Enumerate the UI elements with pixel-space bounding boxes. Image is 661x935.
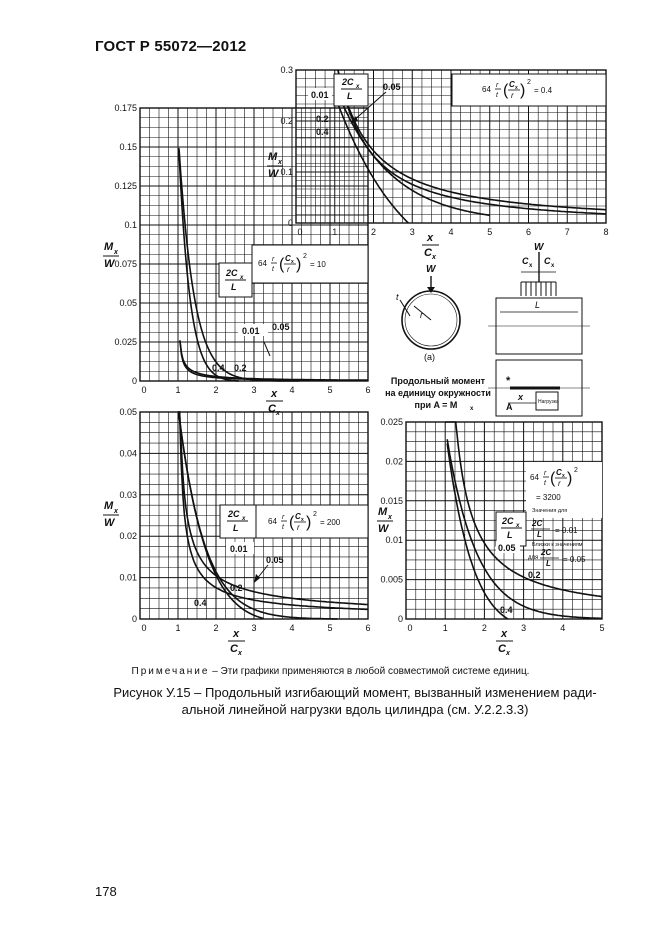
paren-close: ) — [296, 256, 302, 273]
x-axis-label-den: C — [230, 643, 238, 655]
load-box-label: Нагрузка — [538, 399, 559, 405]
y-tick-label: 0.2 — [280, 116, 293, 126]
y-tick-label: 0.01 — [119, 572, 137, 583]
parameter-value: = 0.4 — [534, 86, 553, 95]
x-tick-label: 3 — [521, 623, 527, 633]
parameter-r: r — [272, 256, 275, 263]
parameter-value: = 200 — [320, 518, 341, 527]
view-label: (a) — [424, 352, 435, 362]
curve-label-0-4: 0.4 — [500, 605, 513, 615]
x-tick-label: 4 — [560, 623, 566, 633]
curve-label-0-2: 0.2 — [234, 363, 247, 373]
thickness-label: t — [396, 292, 399, 302]
cx-label-right: C — [544, 256, 551, 266]
parameter-t: t — [544, 480, 546, 487]
x-tick-label: 6 — [525, 227, 532, 237]
x-tick-label: 0 — [407, 623, 413, 633]
x-axis-label: x — [271, 388, 278, 400]
parameter-r: r — [282, 514, 285, 521]
x-tick-label: 2 — [213, 385, 219, 395]
y-axis-label-sub: x — [388, 514, 392, 521]
y-axis-label: M — [104, 500, 114, 512]
parameter-cx-sub: x — [562, 473, 565, 479]
parameter-cx-sub: x — [291, 259, 294, 265]
curve-header: 2C — [342, 77, 354, 87]
parameter-cx-sub: x — [301, 517, 304, 523]
y-tick-label: 0 — [397, 614, 403, 624]
x-tick-label: 0 — [141, 623, 147, 633]
x-tick-label: 1 — [332, 227, 338, 237]
y-tick-label: 0.3 — [280, 65, 293, 75]
parameter-coefficient: 64 — [268, 517, 277, 526]
y-axis-label-sub: x — [114, 249, 118, 256]
curve-header-sub: x — [240, 275, 244, 281]
radius-label: r — [420, 310, 423, 320]
y-tick-label: 0.01 — [385, 535, 403, 546]
cx-sub-right: x — [551, 263, 555, 269]
y-tick-label: 0.075 — [114, 259, 137, 269]
x-tick-label: 3 — [251, 623, 257, 633]
document-header: ГОСТ Р 55072—2012 — [95, 38, 247, 55]
x-axis-label-sub: x — [238, 650, 242, 657]
x-axis-label: x — [233, 628, 240, 640]
parameter-coefficient: 64 — [530, 473, 539, 482]
y-tick-label: 0.175 — [114, 103, 137, 113]
y-tick-label: 0.025 — [114, 337, 137, 347]
y-axis-label: M — [378, 506, 388, 518]
y-tick-label: 0.1 — [280, 167, 293, 177]
parameter-coefficient: 64 — [482, 85, 491, 94]
curve-label-0-2: 0.2 — [316, 114, 329, 124]
parameter-r: r — [496, 82, 499, 89]
x-axis-label-sub: x — [276, 410, 280, 417]
legend-value-1: = 0.01 — [555, 526, 578, 535]
x-tick-label: 2 — [481, 623, 487, 633]
parameter-r: r — [544, 470, 547, 477]
y-axis-label: M — [104, 241, 114, 253]
y-tick-label: 0.03 — [119, 489, 137, 500]
x-tick-label: 5 — [327, 385, 333, 395]
x-tick-label: 0 — [141, 385, 147, 395]
curve-label-0-01: 0.01 — [230, 544, 248, 554]
leader-line — [264, 342, 270, 356]
x-axis-label-sub: x — [432, 254, 436, 261]
legend-pre-2: для — [528, 555, 539, 561]
y-tick-label: 0.02 — [119, 531, 137, 542]
parameter-t: t — [282, 524, 284, 531]
legend-frac-1: 2C — [532, 519, 543, 528]
point-a-label: A — [506, 402, 513, 412]
note-text: – Эти графики применяются в любой совместимой системе единиц. — [209, 666, 530, 677]
curve-header-sub: x — [356, 84, 360, 90]
x-tick-label: 6 — [365, 385, 371, 395]
parameter-r2: r — [511, 91, 514, 100]
moment-text-sub: x — [470, 406, 474, 412]
y-tick-label: 0.05 — [119, 407, 137, 417]
parameter-exponent: 2 — [313, 511, 317, 518]
y-axis-label-den: W — [268, 168, 279, 180]
parameter-r2: r — [558, 479, 561, 488]
paren-open: ( — [550, 470, 556, 487]
y-tick-label: 0.15 — [119, 142, 137, 152]
curve-label-0-05: 0.05 — [383, 82, 401, 92]
y-tick-label: 0 — [131, 376, 137, 386]
length-label: L — [535, 300, 541, 310]
x-tick-label: 1 — [442, 623, 448, 633]
parameter-exponent: 2 — [303, 253, 307, 260]
y-tick-label: 0.025 — [380, 417, 403, 427]
y-axis-label-den: W — [378, 523, 389, 535]
x-tick-label: 1 — [175, 623, 181, 633]
x-tick-label: 7 — [564, 227, 570, 237]
cylinder-schematic — [385, 242, 590, 416]
y-tick-label: 0.005 — [380, 574, 403, 585]
y-tick-label: 0.125 — [114, 181, 137, 191]
figure-note — [0, 666, 661, 677]
parameter-r2: r — [287, 265, 290, 274]
paren-open: ( — [503, 82, 509, 99]
y-tick-label: 0.04 — [119, 448, 137, 459]
y-tick-label: 0.015 — [380, 495, 403, 506]
x-tick-label: 4 — [289, 623, 295, 633]
curve-header-den: L — [233, 523, 239, 533]
chart-top-right — [267, 65, 609, 261]
x-tick-label: 1 — [175, 385, 181, 395]
legend-frac-1-den: L — [537, 530, 542, 539]
y-axis-label: M — [268, 151, 278, 163]
parameter-value: = 10 — [310, 260, 326, 269]
y-tick-label: 0.05 — [119, 298, 137, 308]
curve-label-0-05: 0.05 — [272, 322, 290, 332]
parameter-t: t — [496, 92, 498, 99]
curve-label-0-05: 0.05 — [266, 555, 284, 565]
figure-caption — [95, 684, 615, 718]
parameter-value: = 3200 — [536, 493, 561, 502]
curve-header-den: L — [507, 530, 513, 540]
x-tick-label: 2 — [370, 227, 377, 237]
legend-note-1: Значения для — [532, 508, 568, 514]
curve-label-0-2: 0.2 — [230, 583, 243, 593]
curve-header-den: L — [231, 282, 237, 292]
x-tick-label: 2 — [213, 623, 219, 633]
y-tick-label: 0 — [287, 218, 293, 228]
curve-header: 2C — [226, 268, 238, 278]
paren-close: ) — [520, 82, 526, 99]
curve-header: 2C — [502, 516, 514, 526]
y-axis-label-sub: x — [114, 508, 118, 515]
x-axis-label: x — [501, 628, 508, 640]
curve-label-0-01: 0.01 — [311, 90, 329, 100]
curve-label-0-4: 0.4 — [316, 127, 329, 137]
paren-close: ) — [306, 514, 312, 531]
x-axis-label-den: C — [498, 643, 506, 655]
parameter-coefficient: 64 — [258, 259, 267, 268]
legend-note-2: Близки к значениям — [532, 542, 583, 548]
parameter-cx-sub: x — [515, 85, 518, 91]
x-tick-label: 3 — [409, 227, 415, 237]
curve-label-0-01: 0.01 — [242, 326, 260, 336]
x-label: x — [518, 392, 524, 402]
curve-label-0-05: 0.05 — [498, 543, 516, 553]
x-axis-label-sub: x — [506, 650, 510, 657]
parameter-cx: C — [285, 254, 291, 263]
x-tick-label: 4 — [289, 385, 295, 395]
x-tick-label: 8 — [603, 227, 609, 237]
x-tick-label: 0 — [297, 227, 303, 237]
paren-open: ( — [289, 514, 295, 531]
chart-bottom-left — [103, 407, 371, 657]
x-tick-label: 5 — [487, 227, 493, 237]
y-tick-label: 0.1 — [124, 220, 137, 230]
x-tick-label: 5 — [599, 623, 605, 633]
parameter-t: t — [272, 266, 274, 273]
paren-open: ( — [279, 256, 285, 273]
y-tick-label: 0.02 — [385, 456, 403, 467]
side-load-label: W — [534, 242, 544, 253]
chart-bottom-right — [377, 417, 605, 657]
caption-line-2: альной линейной нагрузки вдоль цилиндра (см. У.2.2.3.3) — [181, 702, 529, 717]
x-axis-label-den: C — [424, 247, 432, 259]
y-axis-label-den: W — [104, 517, 115, 529]
curve-0-4 — [335, 96, 409, 224]
parameter-exponent: 2 — [527, 79, 531, 86]
moment-text-3: при A = M — [414, 400, 458, 410]
y-axis-label-den: W — [104, 258, 115, 270]
curve-header-sub: x — [516, 523, 520, 529]
cx-label-left: C — [522, 256, 529, 266]
curve-header-sub: x — [242, 516, 246, 522]
x-tick-label: 3 — [251, 385, 257, 395]
point-marker: * — [506, 375, 511, 387]
paren-close: ) — [567, 470, 573, 487]
chart-top-left — [103, 103, 371, 417]
x-axis-label-den: C — [268, 403, 276, 415]
curve-header-den: L — [347, 91, 353, 101]
x-axis-label: x — [427, 232, 434, 244]
x-tick-label: 4 — [448, 227, 454, 237]
caption-line-1: Рисунок У.15 – Продольный изгибающий момент, вызванный изменением ради- — [113, 685, 597, 700]
parameter-exponent: 2 — [574, 467, 578, 474]
parameter-cx: C — [295, 512, 301, 521]
parameter-cx: C — [509, 80, 515, 89]
page-number: 178 — [95, 884, 117, 899]
curve-header: 2C — [228, 509, 240, 519]
load-label: W — [426, 264, 436, 275]
y-axis-label-sub: x — [278, 159, 282, 166]
moment-text-1: Продольный момент — [390, 376, 486, 386]
y-tick-label: 0 — [131, 614, 137, 624]
x-tick-label: 5 — [327, 623, 333, 633]
parameter-r2: r — [297, 523, 300, 532]
moment-text-2: на единицу окружности — [385, 388, 491, 398]
legend-frac-2-den: L — [546, 559, 551, 568]
curve-label-0-4: 0.4 — [194, 598, 207, 608]
cx-sub-left: x — [529, 263, 533, 269]
curve-label-0-2: 0.2 — [528, 570, 541, 580]
x-tick-label: 6 — [365, 623, 371, 633]
parameter-cx: C — [556, 468, 562, 477]
curve-label-0-4: 0.4 — [212, 363, 225, 373]
legend-frac-2: 2C — [541, 548, 552, 557]
legend-value-2: = 0.05 — [563, 555, 586, 564]
note-label: Примечание — [131, 666, 210, 677]
